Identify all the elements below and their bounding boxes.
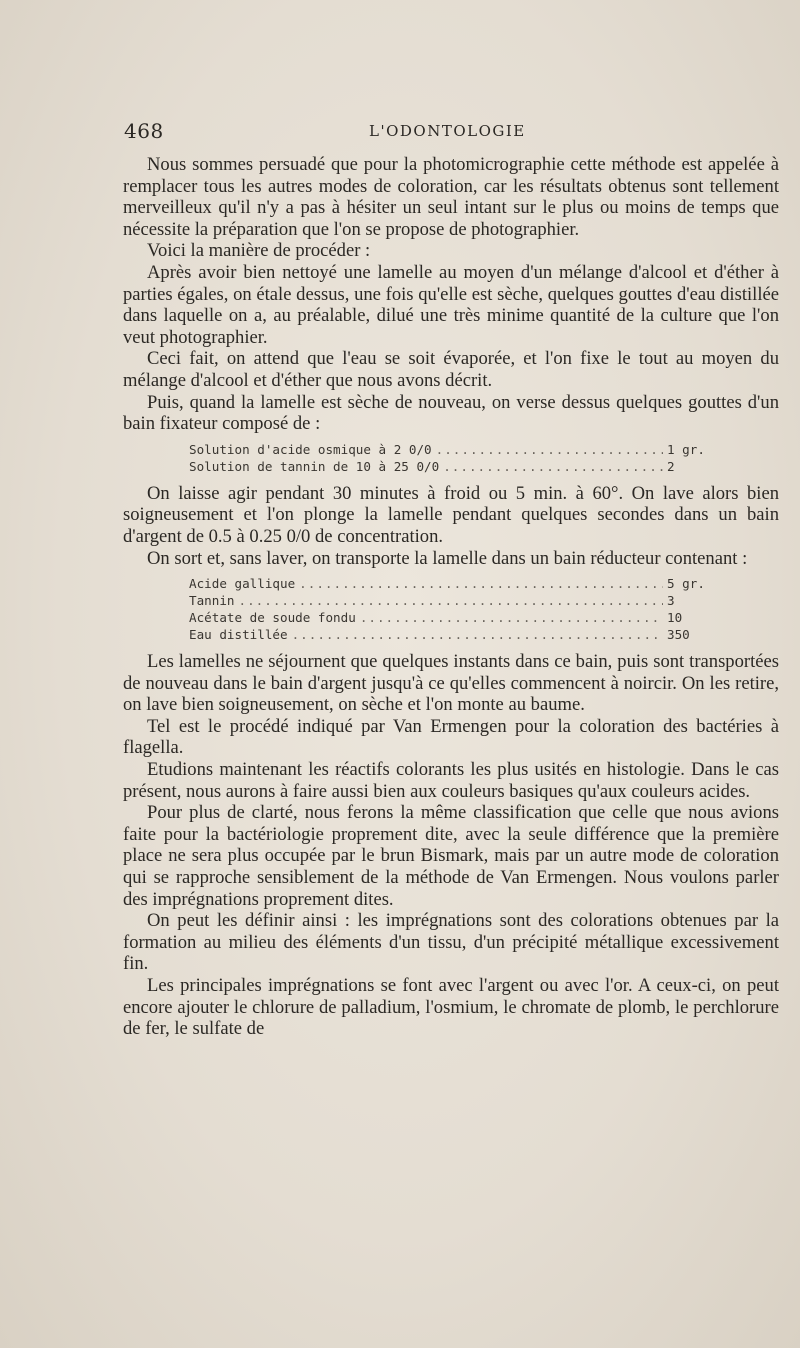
running-title: L'ODONTOLOGIE [369,122,526,140]
ingredient-label: Acide gallique [189,576,296,592]
recipe-row [189,609,709,626]
recipe-row [189,458,709,475]
recipe-row [189,441,709,458]
ingredient-label: Solution de tannin de 10 à 25 0/0 [189,458,440,474]
paragraph: Etudions maintenant les réactifs colorants les plus usités en histologie. Dans le cas présent, nous aurons à faire aussi bien aux couleurs basiques qu'aux couleurs acides. [123,759,779,802]
ingredient-quantity: 350 [667,627,690,643]
paragraph: Nous sommes persuadé que pour la photomicrographie cette méthode est appelée à remplacer tous les autres modes de coloration, car les résultats obtenus sont tellement merveilleux qu'il n'y a pas à hésiter un seul intant sur le plus ou moins de temps que nécessite la préparation que l'on se propose de photographier. [123,154,779,240]
ingredient-quantity: 2 [667,458,675,474]
paragraph: Pour plus de clarté, nous ferons la même classification que celle que nous avions faite pour la bactériologie proprement dite, avec la seule différence que la première place ne sera plus occupée par le brun Bismark, mais par un autre mode de coloration qui se rapproche sensiblement de la méthode de Van Ermengen. Nous voulons parler des imprégnations proprement dites. [123,802,779,910]
dot-leader [292,626,663,643]
page-number: 468 [124,119,164,143]
ingredient-quantity: 1 gr. [667,441,705,457]
paragraph: Ceci fait, on attend que l'eau se soit évaporée, et l'on fixe le tout au moyen du mélange d'alcool et d'éther que nous avons décrit. [123,348,779,391]
recipe-row [189,592,709,609]
reducing-bath-table [189,575,709,643]
dot-leader [443,458,663,475]
dot-leader [239,592,664,609]
ingredient-label: Acétate de soude fondu [189,610,356,626]
paragraph: Puis, quand la lamelle est sèche de nouveau, on verse dessus quelques gouttes d'un bain fixateur composé de : [123,391,779,435]
paragraph: On laisse agir pendant 30 minutes à froid ou 5 min. à 60°. On lave alors bien soigneusement et l'on plonge la lamelle pendant quelques secondes dans un bain d'argent de 0.5 à 0.25 0/0 de concentration. [123,482,779,547]
paragraph: Tel est le procédé indiqué par Van Ermengen pour la coloration des bactéries à flagella. [123,715,779,759]
recipe-row [189,626,709,643]
paragraph: On peut les définir ainsi : les imprégnations sont des colorations obtenues par la formation au milieu des éléments d'un tissu, d'un précipité métallique excessivement fin. [123,910,779,975]
paragraph: Voici la manière de procéder : [147,240,371,262]
dot-leader [360,609,663,626]
ingredient-quantity: 5 gr. [667,576,705,592]
ingredient-label: Solution d'acide osmique à 2 0/0 [189,441,432,457]
ingredient-label: Tannin [189,593,235,609]
fixative-recipe-table [189,441,709,475]
ingredient-label: Eau distillée [189,627,288,643]
page-header [124,119,778,143]
dot-leader [299,575,663,592]
dot-leader [436,441,663,458]
paragraph: Après avoir bien nettoyé une lamelle au moyen d'un mélange d'alcool et d'éther à parties égales, on étale dessus, une fois qu'elle est sèche, quelques gouttes d'eau distillée dans laquelle on a, au préalable, dilué une très minime quantité de la culture que l'on veut photographier. [123,261,779,348]
recipe-row [189,575,709,592]
paragraph: Les lamelles ne séjournent que quelques instants dans ce bain, puis sont transportées de nouveau dans le bain d'argent jusqu'à ce qu'elles commencent à noircir. On les retire, on lave bien soigneusement, on sèche et l'on monte au baume. [123,651,779,716]
body-text [123,154,779,1040]
ingredient-quantity: 10 [667,610,683,626]
ingredient-quantity: 3 [667,593,675,609]
paragraph: Les principales imprégnations se font avec l'argent ou avec l'or. A ceux-ci, on peut encore ajouter le chlorure de palladium, l'osmium, le chromate de plomb, le perchlorure de fer, le sulfate de [123,975,779,1040]
paragraph: On sort et, sans laver, on transporte la lamelle dans un bain réducteur contenant : [147,547,748,569]
